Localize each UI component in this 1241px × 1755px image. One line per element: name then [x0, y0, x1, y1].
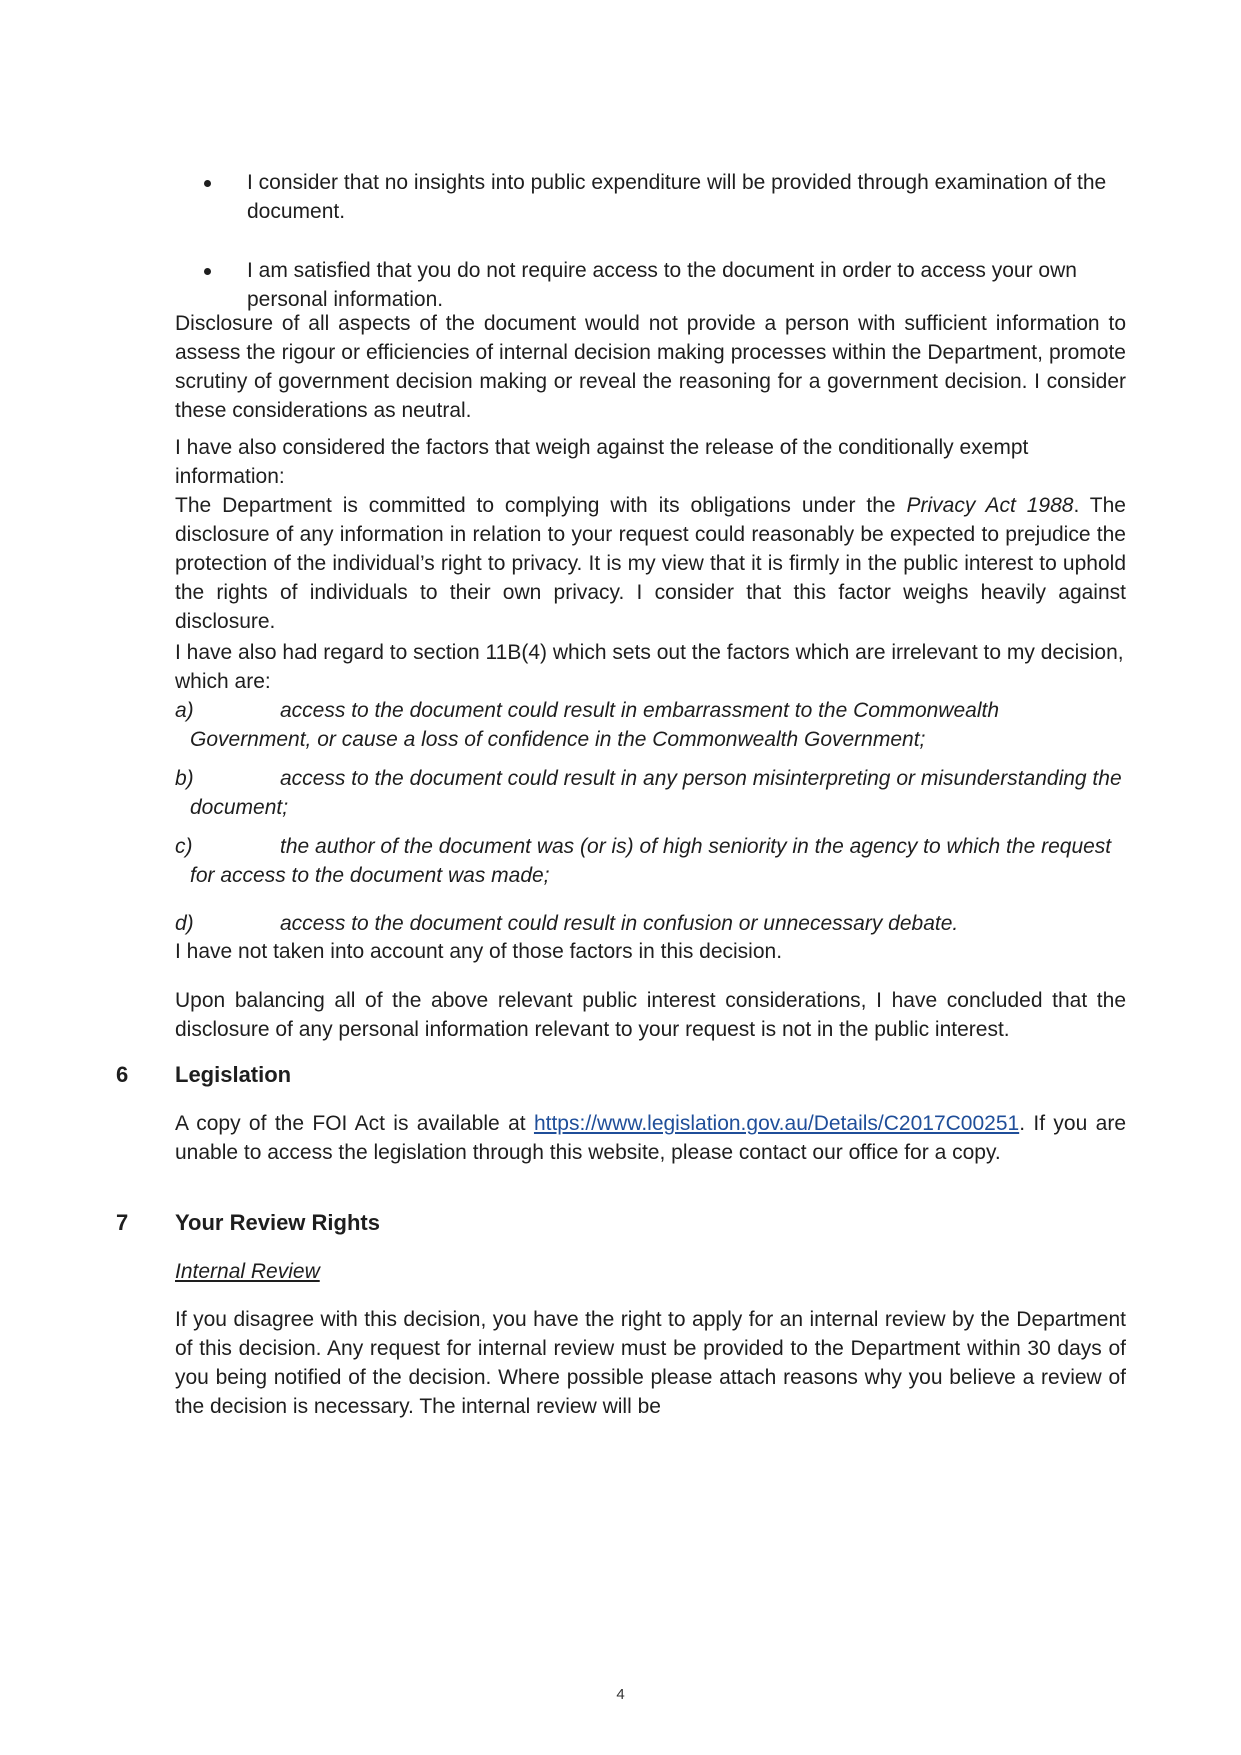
bullet-dot-icon: [204, 268, 211, 275]
bullet-item: [175, 256, 1126, 314]
legislation-link[interactable]: https://www.legislation.gov.au/Details/C2017C00251: [533, 1112, 1020, 1135]
legislation-text-end: . If you are unable to access the legislation through this website, please contact our office for a copy.: [175, 1112, 1126, 1164]
privacy-text-end: . The disclosure of any information in relation to your request could reasonably be expected to prejudice the protection of the individual’s right to privacy. It is my view that it is firmly in the public interest to uphold the rights of individuals to their own privacy. I consider that this factor weighs heavily against disclosure.: [175, 494, 1126, 633]
paragraph-disclosure: Disclosure of all aspects of the document would not provide a person with sufficient information to assess the rigour or efficiencies of internal decision making processes within the Department, promote scrutiny of government decision making or reveal the reasoning for a government decision. I consider these considerations as neutral.: [175, 312, 1126, 422]
paragraph-balancing: Upon balancing all of the above relevant public interest considerations, I have concluded that the disclosure of any personal information relevant to your request is not in the public interest.: [175, 989, 1126, 1041]
page-number: 4: [616, 1686, 625, 1703]
section-number: 6: [116, 1062, 129, 1087]
factor-letter: c): [175, 835, 193, 858]
privacy-paragraph: [175, 491, 1126, 636]
internal-review-paragraph: If you disagree with this decision, you have the right to apply for an internal review by the Department of this decision. Any request for internal review must be provided to the Department within 30 days of you being notified of the decision. Where possible please attach reasons why you believe a review of the decision is necessary. The internal review will be: [175, 1308, 1126, 1418]
paragraph-not-taken: I have not taken into account any of those factors in this decision.: [175, 940, 783, 963]
subheading-text: Internal Review: [175, 1260, 320, 1283]
privacy-act-title: Privacy Act 1988: [906, 494, 1074, 517]
legislation-text-start: A copy of the FOI Act is available at: [175, 1112, 534, 1135]
irrelevant-factor-c: [175, 832, 1126, 890]
section-title: Your Review Rights: [175, 1210, 380, 1235]
irrelevant-factor-a: [175, 696, 1126, 754]
factors-intro: I have also considered the factors that weigh against the release of the conditionally exempt information:: [175, 436, 1029, 488]
paragraph-irrelevant-factors: [175, 638, 1126, 938]
factor-text: access to the document could result in confusion or unnecessary debate.: [280, 912, 959, 935]
irrelevant-intro: I have also had regard to section 11B(4) which sets out the factors which are irrelevant to my decision, which are:: [175, 641, 1124, 693]
legislation-paragraph: [175, 1109, 1126, 1167]
section-number: 7: [116, 1210, 129, 1235]
privacy-text-start: The Department is committed to complying with its obligations under the: [175, 494, 907, 517]
factor-letter: d): [175, 912, 194, 935]
internal-review-subheading: [175, 1257, 1126, 1286]
section-title: Legislation: [175, 1062, 292, 1087]
factor-text: the author of the document was (or is) of high seniority in the agency to which the request for access to the document was made;: [190, 835, 1112, 887]
factor-letter: a): [175, 699, 194, 722]
factor-text: access to the document could result in any person misinterpreting or misunderstanding the document;: [190, 767, 1122, 819]
irrelevant-factor-d: [175, 909, 1126, 938]
factor-letter: b): [175, 767, 194, 790]
bullet-item: [175, 168, 1126, 226]
factor-text: access to the document could result in embarrassment to the Commonwealth Government, or cause a loss of confidence in the Commonwealth Government;: [190, 699, 1000, 751]
bullet-text: I consider that no insights into public expenditure will be provided through examination of the document.: [247, 171, 1107, 223]
irrelevant-factor-b: [175, 764, 1126, 822]
bullet-dot-icon: [204, 180, 211, 187]
paragraph-factors-against: [175, 433, 1126, 636]
bullet-text: I am satisfied that you do not require access to the document in order to access your own personal information.: [247, 259, 1077, 311]
